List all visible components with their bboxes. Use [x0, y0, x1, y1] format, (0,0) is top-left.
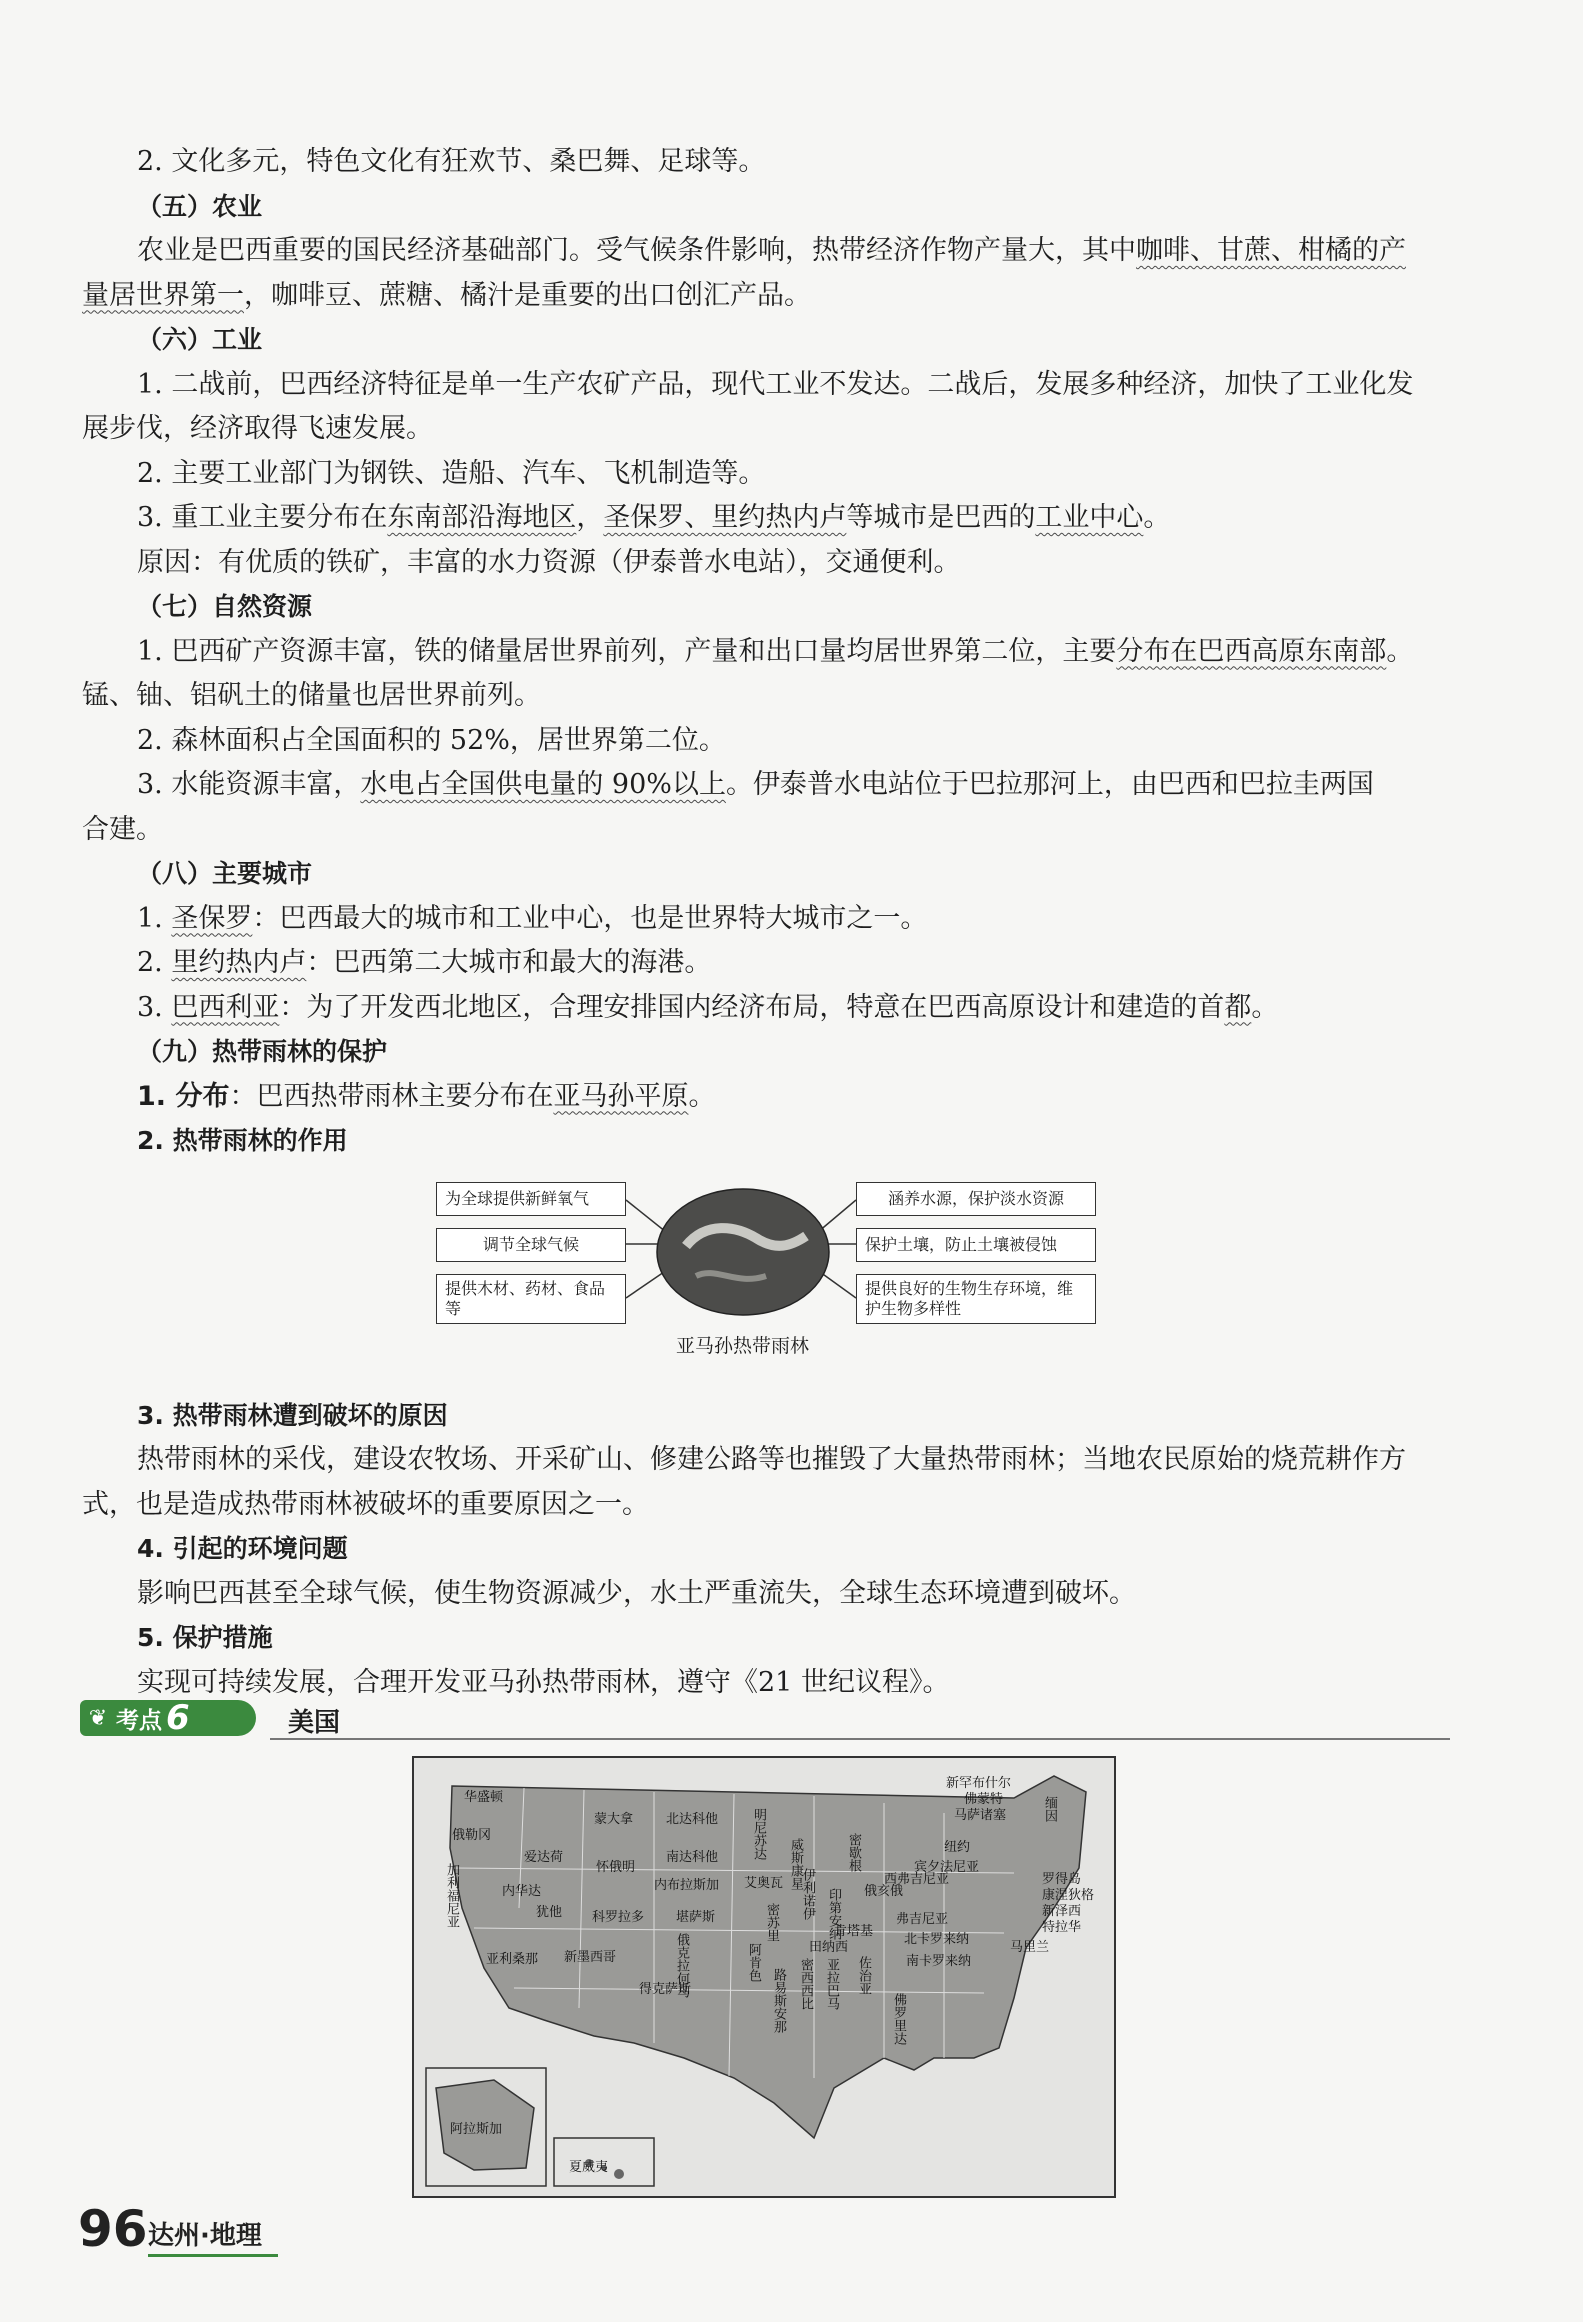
- diagram-box-oxygen: 为全球提供新鲜氧气: [436, 1182, 626, 1216]
- heading-agriculture: （五）农业: [137, 191, 263, 221]
- map-label-ky: 肯塔基: [834, 1924, 874, 1939]
- map-label-or: 俄勒冈: [452, 1828, 492, 1843]
- map-label-nv: 内华达: [502, 1884, 542, 1899]
- rf-heading-role: 2. 热带雨林的作用: [137, 1126, 348, 1155]
- main-text: [82, 140, 1450, 1705]
- res-line-5: 合建。: [82, 813, 163, 845]
- map-label-nm: 新墨西哥: [564, 1950, 617, 1965]
- map-label-wy: 怀俄明: [596, 1860, 636, 1875]
- map-label-wa: 华盛顿: [464, 1790, 504, 1805]
- city-line-2: 2. 里约热内卢：巴西第二大城市和最大的海港。: [137, 947, 712, 978]
- map-label-ma: 马萨诸塞: [954, 1808, 1007, 1823]
- map-label-in: 印第安纳: [826, 1888, 841, 1940]
- section-title: 美国: [288, 1708, 341, 1738]
- map-label-mi: 密歇根: [846, 1833, 861, 1872]
- map-label-ri: 罗得岛: [1042, 1872, 1082, 1887]
- heading-rainforest: （九）热带雨林的保护: [137, 1037, 388, 1066]
- map-label-ny: 纽约: [944, 1840, 971, 1855]
- page-number: 96: [78, 2200, 148, 2258]
- rf-heading-problems: 4. 引起的环境问题: [137, 1534, 348, 1563]
- rainforest-image: [657, 1189, 829, 1315]
- footer-title: 达州·地理: [148, 2221, 262, 2251]
- map-label-mn: 明尼苏达: [751, 1808, 766, 1860]
- industry-line-4: 3. 重工业主要分布在东南部沿海地区，圣保罗、里约热内卢等城市是巴西的工业中心。: [137, 502, 1171, 533]
- map-label-ok: 俄克拉何马: [674, 1933, 689, 1998]
- map-label-md: 马里兰: [1010, 1940, 1050, 1955]
- res-line-1: 1. 巴西矿产资源丰富，铁的储量居世界前列，产量和出口量均居世界第二位，主要分布在巴西高原东南部。: [137, 635, 1414, 667]
- map-label-me: 缅因: [1042, 1796, 1057, 1822]
- map-label-fl: 佛罗里达: [891, 1993, 906, 2045]
- map-label-ga: 佐治亚: [856, 1956, 871, 1995]
- res-line-4: 3. 水能资源丰富，水电占全国供电量的 90%以上。伊泰普水电站位于巴拉那河上，由巴西和巴拉圭两国: [137, 769, 1374, 800]
- map-label-il: 伊利诺伊: [800, 1868, 815, 1920]
- map-label-ms: 密西西比: [798, 1958, 813, 2010]
- map-label-ks: 堪萨斯: [676, 1910, 716, 1925]
- leaf-icon: ❦: [88, 1705, 108, 1731]
- heading-industry: （六）工业: [137, 325, 263, 354]
- badge-text: 考点: [116, 1707, 162, 1734]
- rf-measures: 实现可持续发展，合理开发亚马孙热带雨林，遵守《21 世纪议程》。: [137, 1666, 950, 1698]
- footer-underline: [148, 2254, 278, 2257]
- map-label-nc: 北卡罗来纳: [904, 1932, 970, 1947]
- diagram-caption: 亚马孙热带雨林: [676, 1335, 810, 1357]
- diagram-box-climate: 调节全球气候: [436, 1228, 626, 1262]
- res-line-3: 2. 森林面积占全国面积的 52%，居世界第二位。: [137, 724, 726, 756]
- map-label-la: 路易斯安那: [771, 1968, 786, 2033]
- city-line-1: 1. 圣保罗：巴西最大的城市和工业中心，也是世界特大城市之一。: [137, 902, 928, 934]
- culture-line: 2. 文化多元，特色文化有狂欢节、桑巴舞、足球等。: [137, 146, 766, 177]
- map-label-ca: 加利福尼亚: [444, 1863, 459, 1928]
- map-label-ak: 阿拉斯加: [450, 2122, 503, 2137]
- map-label-co: 科罗拉多: [592, 1910, 645, 1925]
- map-label-ct: 康涅狄格: [1042, 1888, 1095, 1903]
- rainforest-diagram: [436, 1176, 1096, 1366]
- industry-reason: 原因：有优质的铁矿，丰富的水力资源（伊泰普水电站），交通便利。: [137, 546, 961, 578]
- diagram-box-products: 提供木材、药材、食品等: [436, 1274, 626, 1324]
- section-divider: [270, 1738, 1450, 1740]
- agri-line-2: 量居世界第一，咖啡豆、蔗糖、橘汁是重要的出口创汇产品。: [82, 279, 811, 311]
- diagram-box-soil: 保护土壤，防止土壤被侵蚀: [856, 1228, 1096, 1262]
- map-label-vt: 佛蒙特: [964, 1792, 1004, 1807]
- rf-causes-1: 热带雨林的采伐，建设农牧场、开采矿山、修建公路等也摧毁了大量热带雨林；当地农民原始的烧荒耕作方: [137, 1444, 1406, 1475]
- map-label-sd: 南达科他: [666, 1850, 719, 1865]
- diagram-box-water: 涵养水源，保护淡水资源: [856, 1182, 1096, 1216]
- map-label-ar: 阿肯色: [746, 1943, 761, 1982]
- usa-map: [412, 1756, 1116, 2198]
- map-label-nh: 新罕布什尔: [946, 1776, 1012, 1791]
- map-label-wi: 威斯康星: [788, 1838, 803, 1890]
- section-header: [80, 1700, 1450, 1740]
- map-label-az: 亚利桑那: [486, 1952, 539, 1967]
- map-label-ne: 内布拉斯加: [654, 1878, 720, 1893]
- map-label-mt: 蒙大拿: [594, 1812, 634, 1827]
- agri-line-1: 农业是巴西重要的国民经济基础部门。受气候条件影响，热带经济作物产量大，其中咖啡、甘蔗、柑橘的产: [137, 235, 1406, 266]
- map-label-va: 弗吉尼亚: [896, 1912, 949, 1927]
- industry-line-2: 展步伐，经济取得飞速发展。: [82, 413, 433, 444]
- section-badge: [80, 1700, 256, 1736]
- map-label-tn: 田纳西: [809, 1940, 849, 1955]
- rf-problems: 影响巴西甚至全球气候，使生物资源减少，水土严重流失，全球生态环境遭到破坏。: [137, 1577, 1136, 1609]
- map-label-al: 亚拉巴马: [824, 1958, 839, 2010]
- map-label-tx: 得克萨斯: [639, 1982, 692, 1997]
- industry-line-1: 1. 二战前，巴西经济特征是单一生产农矿产品，现代工业不发达。二战后，发展多种经济，加快了工业化发: [137, 368, 1414, 400]
- map-label-mo: 密苏里: [764, 1903, 779, 1942]
- map-label-id: 爱达荷: [524, 1850, 564, 1865]
- heading-resources: （七）自然资源: [137, 592, 313, 621]
- map-label-sc: 南卡罗来纳: [906, 1954, 972, 1969]
- map-label-de: 特拉华: [1042, 1920, 1082, 1935]
- map-label-nd: 北达科他: [666, 1812, 719, 1827]
- city-line-3: 3. 巴西利亚：为了开发西北地区，合理安排国内经济布局，特意在巴西高原设计和建造的首都。: [137, 991, 1279, 1023]
- rf-heading-causes: 3. 热带雨林遭到破坏的原因: [137, 1400, 448, 1430]
- rf-heading-measures: 5. 保护措施: [137, 1623, 273, 1652]
- diagram-box-biodiversity: 提供良好的生物生存环境，维护生物多样性: [856, 1274, 1096, 1324]
- rf-line-1: 1. 分布：巴西热带雨林主要分布在亚马孙平原。: [137, 1080, 716, 1112]
- badge-number: 6: [166, 1698, 190, 1738]
- heading-cities: （八）主要城市: [137, 859, 313, 888]
- res-line-2: 锰、铀、铝矾土的储量也居世界前列。: [82, 680, 541, 711]
- rf-causes-2: 式，也是造成热带雨林被破坏的重要原因之一。: [82, 1488, 649, 1520]
- industry-line-3: 2. 主要工业部门为钢铁、造船、汽车、飞机制造等。: [137, 457, 766, 489]
- map-label-oh: 俄亥俄: [864, 1884, 904, 1899]
- map-label-hi: 夏威夷: [569, 2160, 609, 2175]
- map-label-pa: 宾夕法尼亚: [914, 1860, 980, 1875]
- map-label-ia: 艾奥瓦: [744, 1876, 784, 1891]
- map-label-nj: 新泽西: [1042, 1904, 1082, 1919]
- map-label-wv: 西弗吉尼亚: [884, 1872, 950, 1887]
- map-label-ut: 犹他: [536, 1905, 563, 1920]
